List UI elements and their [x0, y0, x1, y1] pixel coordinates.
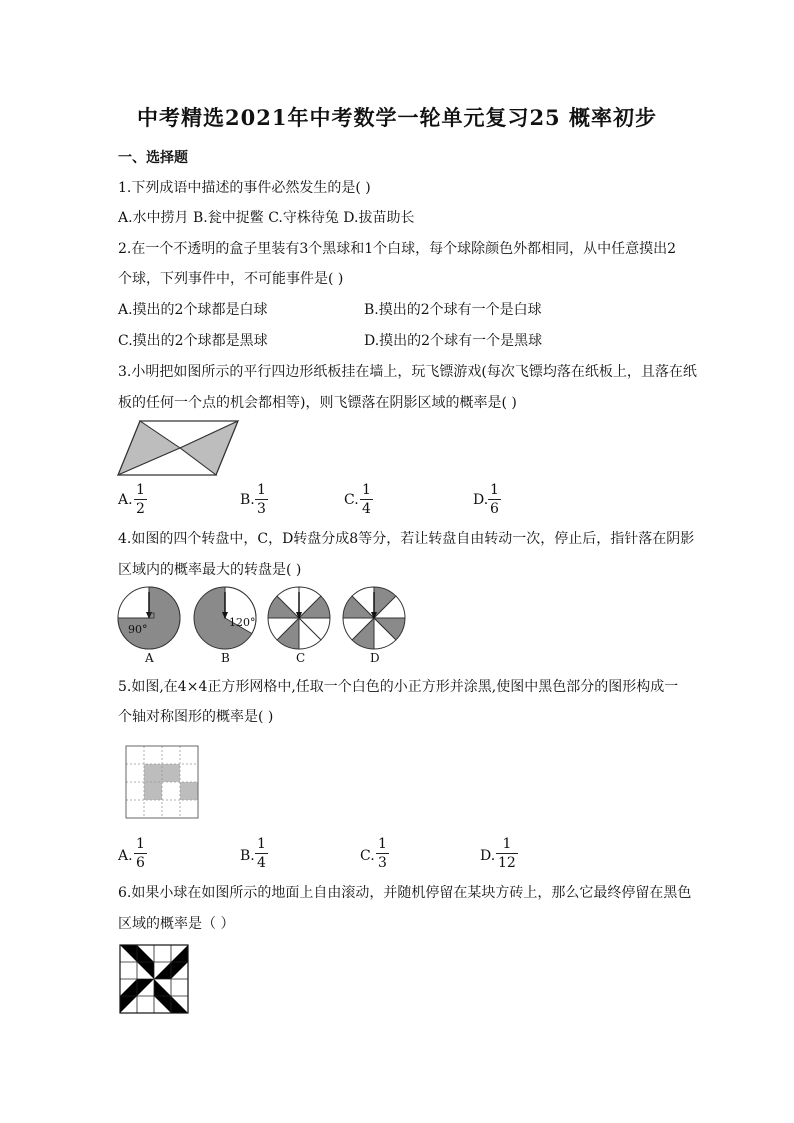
spinner-c [268, 587, 330, 649]
q3-option-b-fraction [255, 481, 268, 518]
q3-option-d-label: D. [473, 492, 489, 508]
fraction-numerator: 1 [490, 482, 499, 498]
q5-shaded-cell [144, 764, 162, 782]
q3-option-c-fraction [360, 481, 373, 518]
q3-option-a-label: A. [118, 492, 133, 508]
q3-option-b-label: B. [240, 492, 255, 508]
spinner-a-angle-label: 90° [128, 623, 148, 636]
q5-shaded-cell [180, 782, 198, 800]
q5-option-c-fraction [376, 835, 389, 872]
fraction-numerator: 1 [136, 482, 145, 498]
q5-grid-figure [125, 745, 200, 820]
q2-option-a: A.摸出的2个球都是白球 [118, 302, 268, 318]
q5-shaded-cell [162, 764, 180, 782]
fraction-numerator: 1 [496, 835, 518, 854]
q2-option-c: C.摸出的2个球都是黑球 [118, 333, 268, 349]
q2-stem-line1: 2.在一个不透明的盒子里装有3个黑球和1个白球，每个球除颜色外都相同，从中任意摸出2 [118, 241, 677, 257]
fraction-denominator: 4 [257, 855, 266, 871]
q3-option-d-fraction [488, 481, 501, 518]
spinner-b-caption: B [221, 651, 230, 665]
page-title: 中考精选2021年中考数学一轮单元复习25 概率初步 [137, 105, 657, 130]
q5-option-c-label: C. [360, 848, 375, 864]
fraction-numerator: 1 [378, 836, 387, 852]
q2-option-d: D.摸出的2个球有一个是黑球 [364, 333, 543, 349]
spinner-a-caption: A [145, 651, 154, 665]
q6-tile-floor-figure [119, 944, 189, 1014]
q5-option-a-fraction [134, 835, 147, 872]
q3-stem-line2: 板的任何一个点的机会都相等)，则飞镖落在阴影区域的概率是( ) [118, 395, 517, 411]
fraction-denominator: 3 [378, 855, 387, 871]
q3-parallelogram-figure [116, 418, 244, 478]
fraction-denominator: 2 [136, 501, 145, 517]
spinner-b-angle-label: 120° [229, 616, 256, 629]
q1-stem: 1.下列成语中描述的事件必然发生的是( ) [118, 180, 371, 196]
q4-stem-line1: 4.如图的四个转盘中，C，D转盘分成8等分，若让转盘自由转动一次，停止后，指针落在阴影 [118, 531, 695, 547]
q6-stem-line1: 6.如果小球在如图所示的地面上自由滚动，并随机停留在某块方砖上，那么它最终停留在黑色 [118, 885, 692, 901]
fraction-numerator: 1 [136, 836, 145, 852]
spinner-a [118, 587, 180, 649]
spinner-d [343, 587, 405, 649]
fraction-denominator: 4 [362, 501, 371, 517]
q6-stem-line2: 区域的概率是（ ） [118, 916, 235, 932]
section-heading: 一、选择题 [118, 150, 188, 166]
q5-stem-line2: 个轴对称图形的概率是( ) [118, 709, 274, 725]
fraction-numerator: 1 [362, 482, 371, 498]
q2-stem-line2: 个球，下列事件中，不可能事件是( ) [118, 271, 344, 287]
fraction-denominator: 6 [136, 855, 145, 871]
fraction-denominator: 12 [498, 855, 516, 871]
q5-grid-lines [126, 746, 198, 818]
q3-stem-line1: 3.小明把如图所示的平行四边形纸板挂在墙上，玩飞镖游戏(每次飞镖均落在纸板上，且落在纸 [118, 364, 697, 380]
fraction-numerator: 1 [257, 836, 266, 852]
q5-option-d-label: D. [480, 848, 496, 864]
fraction-denominator: 3 [257, 501, 266, 517]
q5-option-d-fraction [496, 835, 518, 872]
spinner-b [194, 587, 256, 649]
spinner-c-caption: C [296, 651, 306, 665]
fraction-numerator: 1 [257, 482, 266, 498]
q4-spinners-figure [116, 586, 411, 652]
q3-option-a-fraction [134, 481, 147, 518]
fraction-denominator: 6 [490, 501, 499, 517]
q5-shaded-cell [144, 782, 162, 800]
q5-option-a-label: A. [118, 848, 133, 864]
q2-option-b: B.摸出的2个球有一个是白球 [364, 302, 542, 318]
q5-stem-line1: 5.如图,在4×4正方形网格中,任取一个白色的小正方形并涂黑,使图中黑色部分的图形构成一 [118, 679, 679, 695]
q4-stem-line2: 区域内的概率最大的转盘是( ) [118, 562, 302, 578]
q5-option-b-fraction [255, 835, 268, 872]
q1-options: A.水中捞月 B.瓮中捉鳖 C.守株待兔 D.拔苗助长 [118, 210, 415, 226]
spinner-d-caption: D [370, 651, 380, 665]
q3-option-c-label: C. [344, 492, 359, 508]
q5-option-b-label: B. [240, 848, 255, 864]
